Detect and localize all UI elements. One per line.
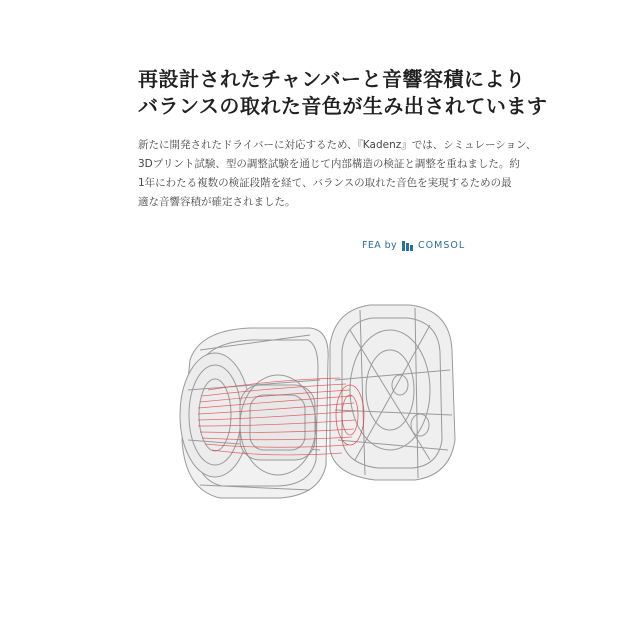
headline [138, 66, 548, 120]
body-line-2: 3Dプリント試験、型の調整試験を通じて内部構造の検証と調整を重ねました。約 [138, 158, 520, 170]
body-line-3: 1年にわたる複数の検証段階を経て、バランスの取れた音色を実現するための最 [138, 177, 512, 189]
fea-credit [362, 240, 465, 251]
fea-prefix: FEA by [362, 240, 398, 251]
headline-line-2: バランスの取れた音色が生み出されています [138, 94, 548, 118]
body-line-1: 新たに開発されたドライバーに対応するため、『Kadenz』では、シミュレーション、 [138, 139, 537, 151]
earphone-wireframe-icon [160, 290, 470, 530]
body-paragraph [138, 136, 537, 212]
body-line-4: 適な音響容積が確定されました。 [138, 196, 296, 208]
comsol-logo-icon [402, 241, 413, 251]
fea-brand: COMSOL [418, 240, 466, 251]
headline-line-1: 再設計されたチャンバーと音響容積により [138, 67, 526, 91]
